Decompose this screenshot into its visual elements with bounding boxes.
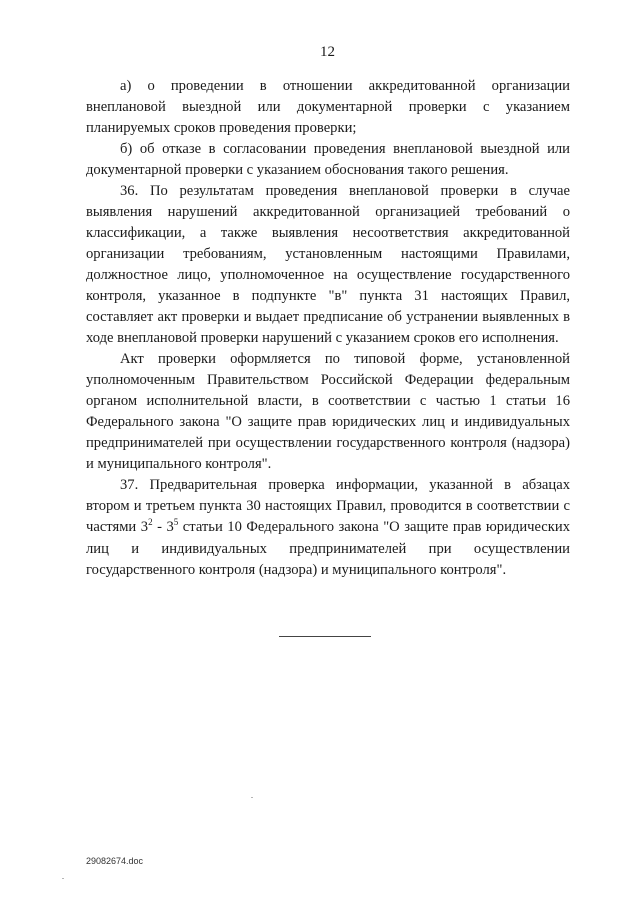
superscript-second: 5 (173, 517, 179, 527)
item-37-text-start: 37. Предварительная проверка информации, указанной в абзацах втором и третьем пункта 30 настоящих Правил, проводится в соответствии с частями 3 (86, 477, 570, 535)
paragraph-inspection-act: Акт проверки оформляется по типовой форме, установленной уполномоченным Правительством Российской Федерации федеральным органом исполнительной власти, в соответствии с частью 1 статьи 16 Федерального закона "О защите прав юридических лиц и индивидуальных предпринимателей при осуществлении государственного контроля (надзора) и муниципального контроля". (86, 351, 570, 472)
paragraph-item-37 (86, 475, 570, 581)
scan-speck (251, 797, 253, 798)
paragraph-subitem-a: а) о проведении в отношении аккредитованной организации внеплановой выездной или документарной проверки с указанием планируемых сроков проведения проверки; (86, 78, 570, 136)
end-separator-line (279, 636, 371, 637)
item-37-text-end: статьи 10 Федерального закона "О защите прав юридических лиц и индивидуальных предпринимателей при осуществлении государственного контроля (надзора) и муниципального контроля". (86, 519, 570, 578)
paragraph-item-36: 36. По результатам проведения внеплановой проверки в случае выявления нарушений аккредитованной организацией требований о классификации, а также выявления несоответствия аккредитованной организации требованиям, установленным настоящими Правилами, должностное лицо, уполномоченное на осуществление государственного контроля, указанное в подпункте "в" пункта 31 настоящих Правил, составляет акт проверки и выдает предписание об устранении выявленных в ходе внеплановой проверки нарушений с указанием сроков его исполнения. (86, 183, 570, 346)
document-file-id: 29082674.doc (86, 856, 144, 866)
document-body (86, 76, 570, 581)
page-number: 12 (320, 44, 335, 60)
superscript-first: 2 (148, 517, 153, 527)
paragraph-subitem-b: б) об отказе в согласовании проведения внеплановой выездной или документарной проверки с указанием обоснования такого решения. (86, 141, 570, 178)
item-37-range-dash: - 3 (152, 519, 174, 535)
scan-speck (62, 878, 64, 879)
